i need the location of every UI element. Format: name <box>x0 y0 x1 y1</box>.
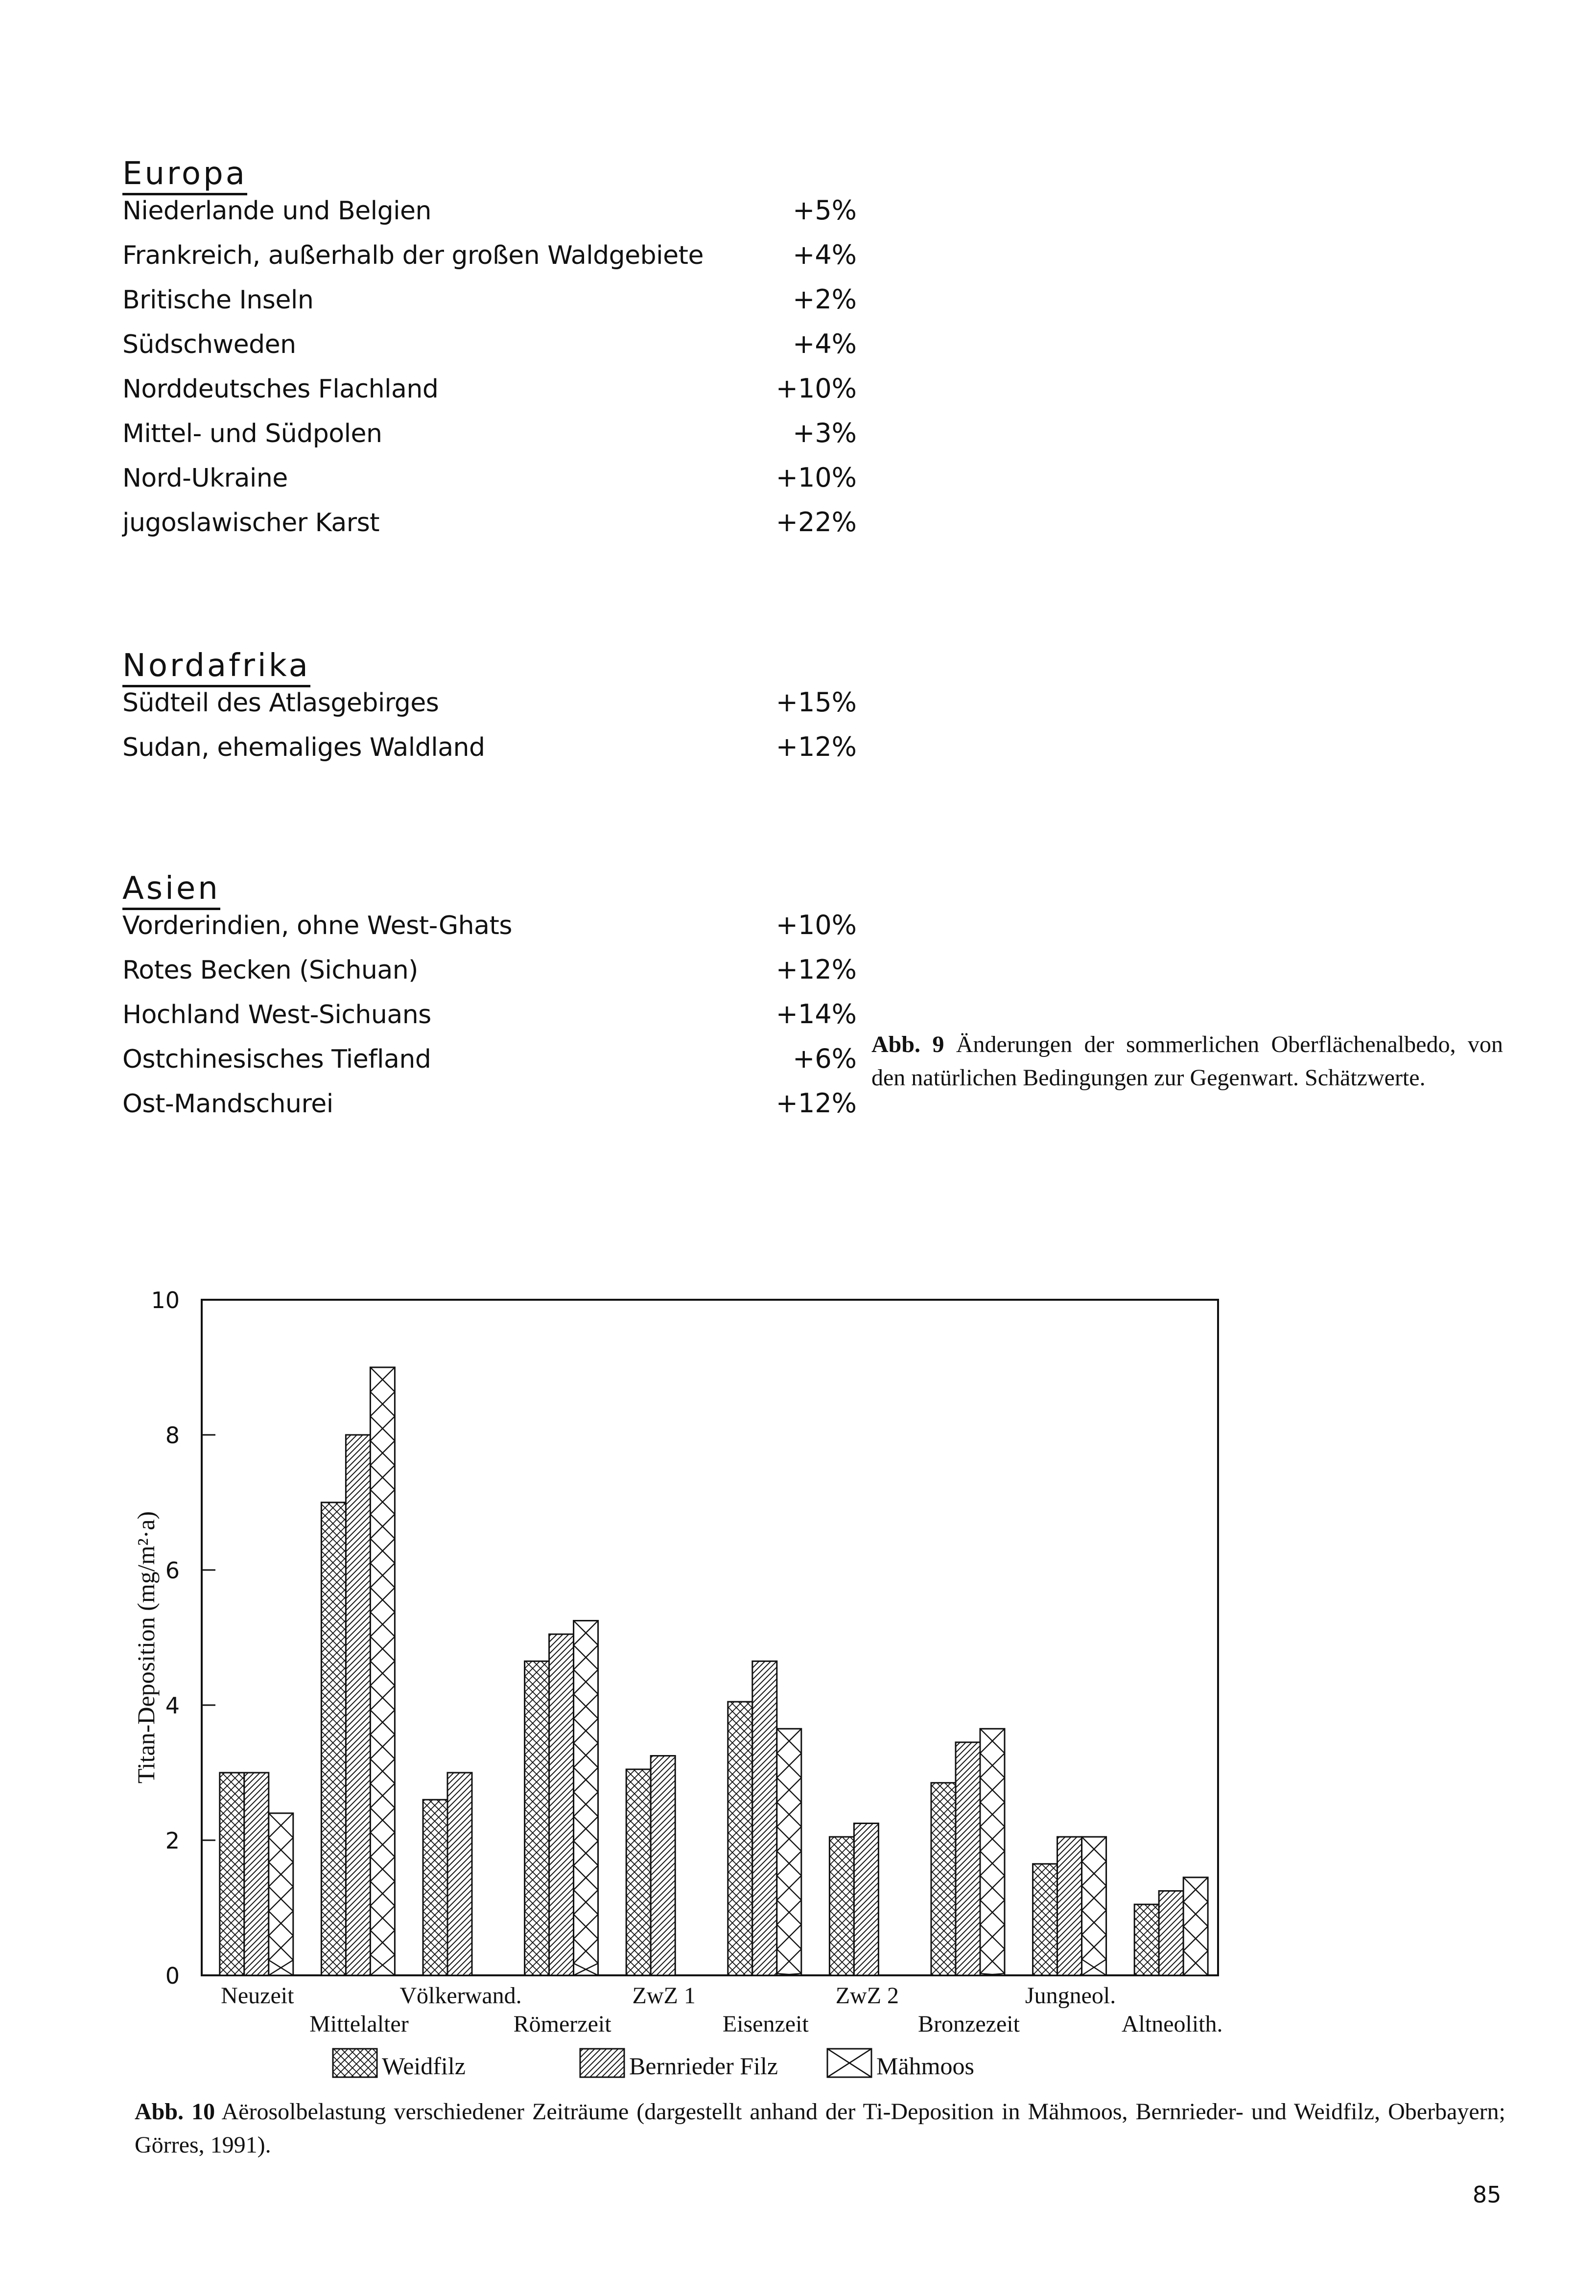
caption-text: Änderungen der sommerlichen Oberflächenalbedo, von den natürlichen Bedingungen zur Gegenwart. Schätzwerte. <box>871 1031 1503 1091</box>
bar <box>1134 1904 1159 1975</box>
bar <box>1033 1864 1057 1975</box>
albedo-change-value: +4% <box>793 328 857 360</box>
region-label: jugoslawischer Karst <box>122 508 380 538</box>
figure-10-caption <box>135 2095 1505 2162</box>
albedo-change-value: +6% <box>793 1043 857 1075</box>
bar <box>1183 1877 1208 1975</box>
legend-label: Mähmoos <box>876 2052 974 2080</box>
bar <box>525 1661 549 1975</box>
y-tick-label: 10 <box>151 1287 180 1313</box>
bar <box>752 1661 777 1975</box>
region-label: Ostchinesisches Tiefland <box>122 1045 431 1075</box>
x-category-label: Neuzeit <box>221 1983 294 2009</box>
x-category-label: Altneolith. <box>1121 2011 1223 2037</box>
bar <box>423 1800 447 1975</box>
region-label: Südteil des Atlasgebirges <box>122 688 439 718</box>
section-heading: Asien <box>122 871 857 906</box>
bar <box>370 1367 395 1975</box>
region-label: Britische Inseln <box>122 285 314 315</box>
region-label: Südschweden <box>122 330 296 360</box>
bar <box>220 1773 244 1975</box>
bar <box>829 1837 854 1975</box>
bar <box>447 1773 472 1975</box>
caption-text: Aërosolbelastung verschiedener Zeiträume (dargestellt anhand der Ti-Deposition in Mähmoos, Bernrieder- und Weidfilz, Oberbayern; Görres, 1991). <box>135 2099 1506 2158</box>
section-heading: Europa <box>122 157 857 191</box>
x-category-label: Bronzezeit <box>918 2011 1020 2037</box>
legend-swatch <box>333 2049 377 2077</box>
bar <box>549 1634 574 1975</box>
albedo-change-value: +12% <box>775 731 857 763</box>
region-label: Mittel- und Südpolen <box>122 419 382 449</box>
region-label: Vorderindien, ohne West-Ghats <box>122 911 512 941</box>
bar <box>244 1773 269 1975</box>
albedo-change-value: +10% <box>775 462 857 493</box>
bar <box>651 1756 675 1976</box>
region-label: Rotes Becken (Sichuan) <box>122 956 418 985</box>
y-axis-label: Titan-Deposition (mg/m²·a) <box>132 1511 160 1784</box>
y-tick-label: 4 <box>165 1692 180 1719</box>
x-category-label: Jungneol. <box>1025 1983 1116 2009</box>
x-category-label: ZwZ 2 <box>835 1983 899 2009</box>
region-label: Nord-Ukraine <box>122 464 288 493</box>
albedo-change-value: +3% <box>793 418 857 449</box>
y-tick-label: 6 <box>165 1557 180 1584</box>
albedo-change-value: +15% <box>775 687 857 718</box>
albedo-change-value: +12% <box>775 1088 857 1119</box>
albedo-change-value: +10% <box>775 373 857 404</box>
section-heading: Nordafrika <box>122 649 857 683</box>
legend-label: Bernrieder Filz <box>629 2052 778 2080</box>
x-category-label: Mittelalter <box>309 2011 409 2037</box>
y-tick-label: 8 <box>165 1422 180 1449</box>
albedo-change-value: +22% <box>775 507 857 538</box>
x-category-label: ZwZ 1 <box>632 1983 696 2009</box>
y-tick-label: 0 <box>165 1963 180 1989</box>
bar <box>728 1702 752 1975</box>
region-label: Niederlande und Belgien <box>122 196 431 226</box>
albedo-change-value: +14% <box>775 999 857 1030</box>
x-category-label: Völkerwand. <box>399 1983 522 2009</box>
y-tick-label: 2 <box>165 1827 180 1854</box>
legend-swatch <box>580 2049 624 2077</box>
legend-label: Weidfilz <box>382 2052 466 2080</box>
region-label: Hochland West-Sichuans <box>122 1000 431 1030</box>
region-label: Sudan, ehemaliges Waldland <box>122 733 485 763</box>
albedo-change-value: +10% <box>775 910 857 941</box>
region-label: Norddeutsches Flachland <box>122 375 439 404</box>
bar <box>956 1742 980 1975</box>
bar <box>1057 1837 1082 1975</box>
bar <box>931 1783 956 1975</box>
bar <box>346 1435 370 1975</box>
albedo-change-value: +12% <box>775 954 857 985</box>
bar <box>854 1824 878 1976</box>
region-label: Frankreich, außerhalb der großen Waldgebiete <box>122 241 704 271</box>
figure-label: Abb. 9 <box>871 1031 944 1057</box>
albedo-change-value: +4% <box>793 239 857 271</box>
bar <box>1159 1891 1183 1976</box>
figure-label: Abb. 10 <box>135 2099 215 2125</box>
x-category-label: Eisenzeit <box>722 2011 809 2037</box>
albedo-change-value: +2% <box>793 284 857 315</box>
page-number: 85 <box>1473 2181 1502 2208</box>
bar <box>321 1502 346 1975</box>
bar <box>626 1769 651 1975</box>
albedo-change-value: +5% <box>793 195 857 226</box>
region-label: Ost-Mandschurei <box>122 1089 333 1119</box>
bar <box>269 1813 293 1975</box>
x-category-label: Römerzeit <box>513 2011 611 2037</box>
